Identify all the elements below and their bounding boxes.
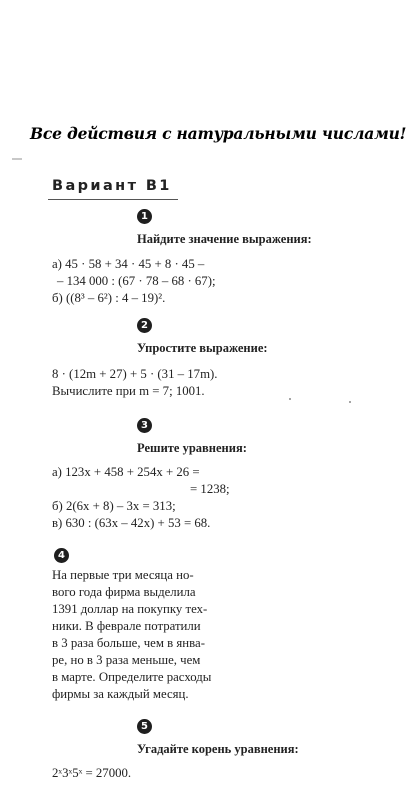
task-2-number-badge: 2 [137,318,152,333]
task-1-number-badge: 1 [137,209,152,224]
task-2-line-2: Вычислите при m = 7; 1001. [52,384,205,398]
task-3-number-badge: 3 [137,418,152,433]
task-3-line-4: в) 630 : (63x – 42x) + 53 = 68. [52,516,211,530]
task-3-line-3: б) 2(6x + 8) – 3x = 313; [52,499,176,513]
task-3-line-2: = 1238; [190,482,230,496]
task-4-number-badge: 4 [54,548,69,563]
task-4-line-5: в 3 раза больше, чем в янва- [52,636,205,650]
variant-title: Вариант В1 [52,178,172,194]
task-2-heading: Упростите выражение: [137,341,268,355]
task-2-line-1: 8 · (12m + 27) + 5 · (31 – 17m). [52,367,218,381]
task-1-line-1: а) 45 · 58 + 34 · 45 + 8 · 45 – [52,257,205,271]
task-5-number-badge: 5 [137,719,152,734]
task-4-line-8: фирмы за каждый месяц. [52,687,189,701]
task-5-line-1: 2ˣ3ˣ5ˣ = 27000. [52,766,132,780]
task-3-line-1: а) 123x + 458 + 254x + 26 = [52,465,200,479]
task-3-heading: Решите уравнения: [137,441,247,455]
task-4-line-2: вого года фирма выделила [52,585,196,599]
task-1-line-3: б) ((8³ – 6²) : 4 – 19)². [52,291,166,305]
task-4-line-3: 1391 доллар на покупку тех- [52,602,208,616]
task-4-line-7: в марте. Определите расходы [52,670,212,684]
task-5-heading: Угадайте корень уравнения: [137,742,299,756]
variant-underline [48,199,178,200]
task-4-line-1: На первые три месяца но- [52,568,194,582]
task-4-line-4: ники. В феврале потратили [52,619,201,633]
task-4-line-6: ре, но в 3 раза меньше, чем [52,653,201,667]
banner-title: Все действия с натуральными числами! [30,124,407,143]
scan-dot [289,398,291,400]
task-1-line-2: – 134 000 : (67 · 78 – 68 · 67); [57,274,216,288]
task-1-heading: Найдите значение выражения: [137,232,312,246]
scan-dot [349,401,351,403]
scan-speck [12,158,22,160]
